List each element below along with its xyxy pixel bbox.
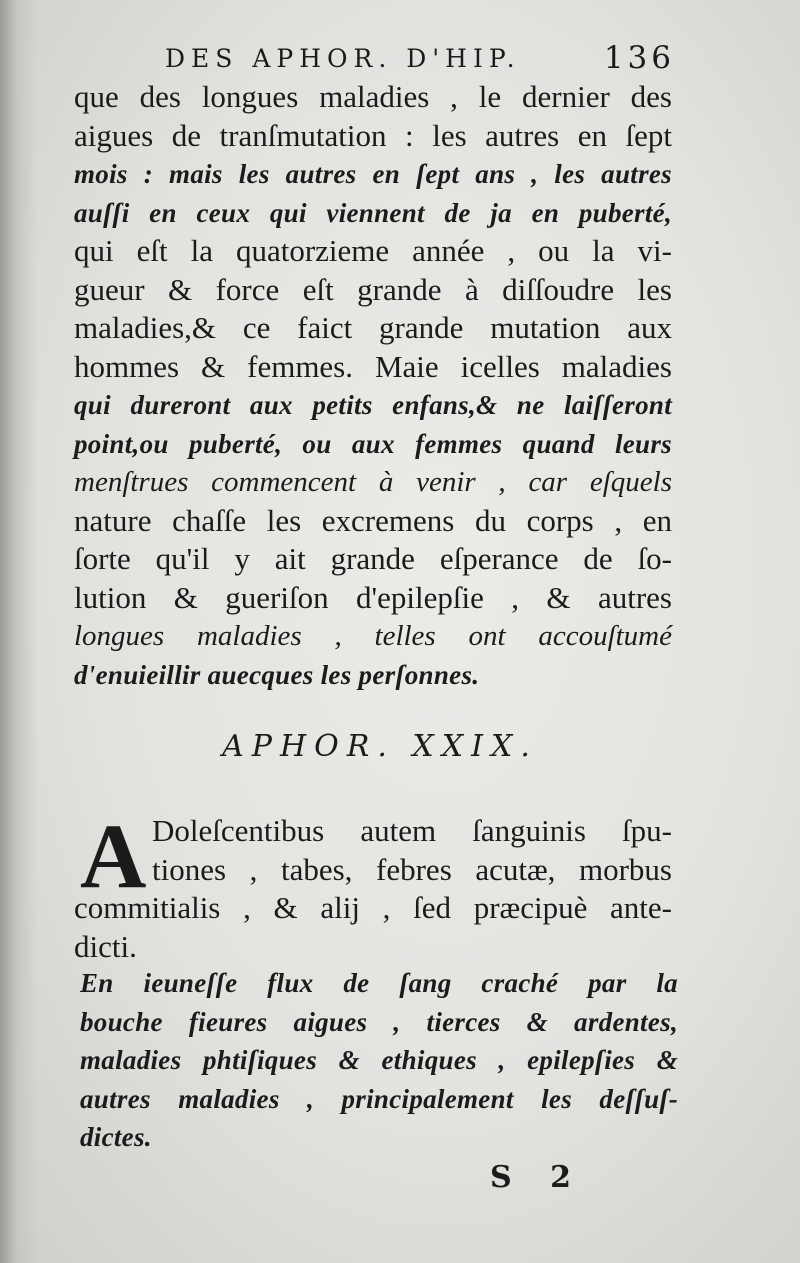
running-head bbox=[155, 40, 675, 80]
text-line: auſſi en ceux qui viennent de ja en puberté, bbox=[74, 197, 672, 228]
text-line: tiones , tabes, febres acutæ, morbus bbox=[152, 851, 672, 887]
text-line: commitialis , & alij , ſed præcipuè ante- bbox=[74, 890, 672, 925]
text-line: dicti. bbox=[74, 928, 137, 964]
running-title: DES APHOR. D'HIP. bbox=[165, 44, 521, 73]
text-line: dictes. bbox=[80, 1122, 152, 1152]
text-line: menſtrues commencent à venir , car eſquels bbox=[74, 466, 672, 498]
binding-shadow bbox=[0, 0, 38, 1263]
text-line: autres maladies , principalement les deſſuſ- bbox=[80, 1083, 678, 1114]
page-number: 136 bbox=[603, 40, 675, 76]
drop-cap: A bbox=[80, 805, 147, 907]
text-line: gueur & force eſt grande à diſſoudre les bbox=[74, 271, 672, 307]
text-line: maladies phtiſiques & ethiques , epilepſies & bbox=[80, 1045, 678, 1075]
text-line: lution & gueriſon d'epilepſie , & autres bbox=[74, 579, 672, 615]
text-line: En ieuneſſe flux de ſang craché par la bbox=[80, 968, 678, 998]
text-line: hommes & femmes. Maie icelles maladies bbox=[74, 348, 672, 384]
text-line: bouche fieures aigues , tierces & ardentes, bbox=[80, 1006, 678, 1037]
french-translation bbox=[80, 964, 678, 1157]
text-line: maladies,& ce faict grande mutation aux bbox=[74, 310, 672, 345]
text-line: qui dureront aux petits enfans,& ne laiſſeront bbox=[74, 390, 672, 420]
text-line: ſorte qu'il y ait grande eſperance de ſo- bbox=[74, 541, 672, 576]
latin-lines bbox=[74, 889, 672, 966]
text-line: aigues de tranſmutation : les autres en ſept bbox=[74, 117, 672, 153]
text-line: mois : mais les autres en ſept ans , les autres bbox=[74, 159, 672, 189]
text-line: d'enuieillir auecques les perſonnes. bbox=[74, 659, 480, 690]
text-line: longues maladies , telles ont accouſtumé bbox=[74, 620, 672, 652]
text-line: qui eſt la quatorzieme année , ou la vi- bbox=[74, 233, 672, 268]
text-line: point,ou puberté, ou aux femmes quand leurs bbox=[74, 428, 672, 459]
text-line: Doleſcentibus autem ſanguinis ſpu- bbox=[152, 813, 672, 848]
latin-lines-indented bbox=[152, 812, 672, 889]
paragraph-1 bbox=[74, 78, 672, 694]
text-line: que des longues maladies , le dernier des bbox=[74, 79, 672, 114]
signature-mark: S 2 bbox=[490, 1160, 585, 1195]
text-line: nature chaſſe les excremens du corps , en bbox=[74, 502, 672, 538]
aphorism-heading: APHOR. XXIX. bbox=[222, 729, 538, 764]
